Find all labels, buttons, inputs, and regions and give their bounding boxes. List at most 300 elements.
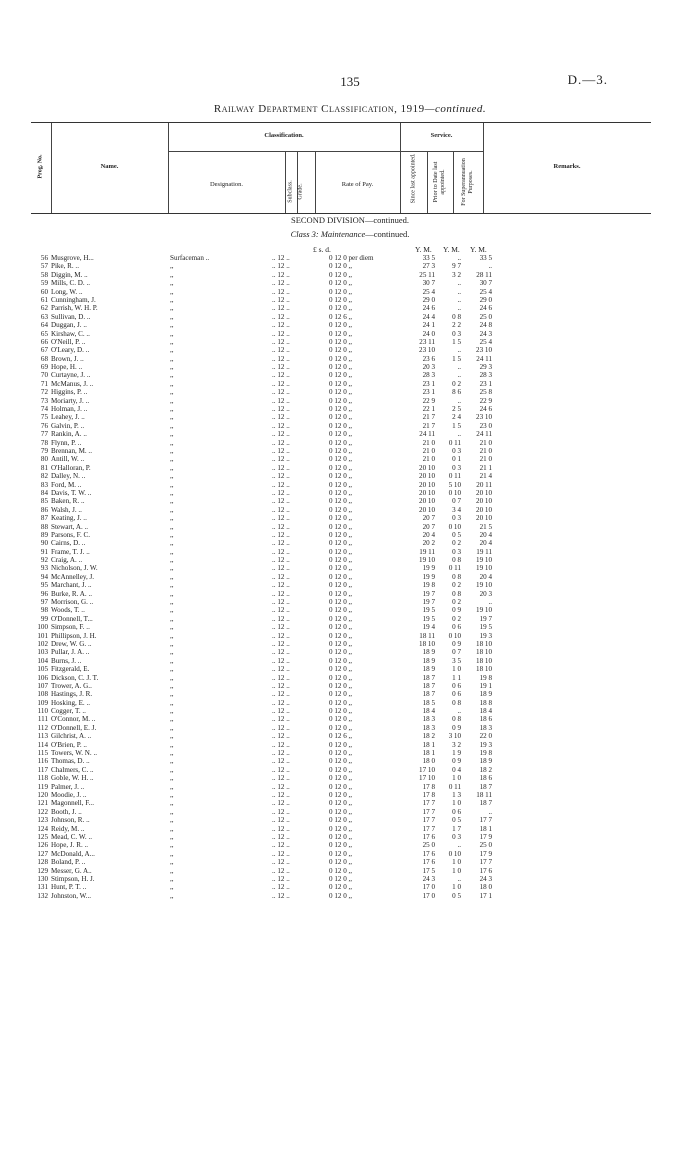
row-since-appointed: 25 0 (422, 841, 435, 850)
row-name: Musgrove, H... (51, 254, 94, 262)
table-row (0, 606, 700, 614)
row-name: Boland, P. .. (51, 858, 86, 867)
row-superannuation: 20 10 (476, 488, 492, 497)
row-prior-service: .. (457, 396, 461, 405)
classification-header: Classification. (264, 132, 304, 139)
row-number: 100 (37, 623, 48, 632)
remarks-header: Remarks. (553, 163, 581, 170)
row-since-appointed: 22 1 (422, 405, 435, 414)
row-designation: ,, (170, 673, 174, 682)
row-grade: .. 12 .. (272, 354, 290, 363)
row-superannuation: 20 3 (479, 589, 492, 598)
row-designation: ,, (170, 446, 174, 455)
row-prior-service: 1 5 (452, 354, 461, 363)
table-row (0, 875, 700, 883)
class-label: Class 3: (290, 229, 319, 239)
row-name: Brennan, M. .. (51, 446, 92, 455)
row-prior-service: .. (457, 371, 461, 380)
division-heading: SECOND DIVISION—continued. (290, 215, 410, 225)
row-superannuation: 19 8 (479, 749, 492, 758)
row-grade: .. 12 .. (272, 572, 290, 581)
row-superannuation: 18 10 (476, 656, 492, 665)
row-rate-of-pay: 0 12 0 per diem (329, 254, 374, 262)
row-superannuation: 24 3 (479, 874, 492, 883)
table-row (0, 783, 700, 791)
row-number: 77 (40, 430, 48, 439)
row-designation: ,, (170, 598, 174, 607)
table-row (0, 774, 700, 782)
row-prior-service: .. (457, 287, 461, 296)
row-number: 67 (40, 346, 48, 355)
row-superannuation: 19 3 (479, 631, 492, 640)
row-prior-service: 0 1 (452, 455, 461, 464)
row-number: 132 (37, 891, 48, 900)
row-grade: .. 12 .. (272, 430, 290, 439)
row-prior-service: 1 0 (452, 883, 461, 892)
table-row (0, 732, 700, 740)
row-number: 111 (37, 715, 48, 724)
table-row (0, 447, 700, 455)
row-prior-service: 1 3 (452, 791, 461, 799)
row-name: Moodie, J. .. (51, 791, 87, 799)
row-number: 106 (37, 673, 48, 682)
row-since-appointed: 17 8 (422, 791, 435, 799)
row-prior-service: 0 3 (452, 329, 461, 338)
row-designation: ,, (170, 681, 174, 690)
row-grade: .. 12 .. (272, 472, 290, 481)
table-row (0, 556, 700, 564)
row-name: Johnson, R. .. (51, 816, 90, 825)
row-grade: .. 12 .. (272, 832, 290, 841)
row-designation: ,, (170, 757, 174, 766)
row-rate-of-pay: 0 12 6 ,, (329, 312, 353, 321)
row-designation: ,, (170, 497, 174, 506)
row-grade: .. 12 .. (272, 421, 290, 430)
row-number: 57 (40, 262, 48, 271)
row-grade: .. 12 .. (272, 287, 290, 296)
row-since-appointed: 19 9 (422, 564, 435, 573)
row-name: Curtayne, J. .. (51, 371, 91, 380)
row-prior-service: 0 3 (452, 446, 461, 455)
row-prior-service: 0 6 (452, 681, 461, 690)
row-since-appointed: 17 5 (422, 866, 435, 875)
table-row (0, 867, 700, 875)
document-reference: D.—3. (567, 72, 608, 87)
row-since-appointed: 22 9 (422, 396, 435, 405)
since-last-header: Since last appointed. (410, 153, 417, 204)
row-since-appointed: 17 0 (422, 891, 435, 900)
row-rate-of-pay: 0 12 0 ,, (329, 337, 353, 346)
row-prior-service: 0 6 (452, 807, 461, 816)
class-heading (0, 229, 700, 239)
table-row (0, 430, 700, 438)
row-designation: ,, (170, 858, 174, 867)
row-designation: ,, (170, 623, 174, 632)
row-rate-of-pay: 0 12 0 ,, (329, 631, 353, 640)
row-number: 71 (40, 379, 48, 388)
row-prior-service: 0 2 (452, 614, 461, 623)
row-superannuation: 18 2 (479, 765, 492, 774)
row-grade: .. 12 .. (272, 874, 290, 883)
row-name: Stewart, A. .. (51, 522, 89, 531)
row-name: Woods, T. .. (51, 606, 85, 615)
row-since-appointed: 18 0 (422, 757, 435, 766)
row-grade: .. 12 .. (272, 740, 290, 749)
row-name: Simpson, F. .. (51, 623, 90, 632)
table-row (0, 288, 700, 296)
row-number: 118 (37, 774, 48, 783)
row-grade: .. 12 .. (272, 723, 290, 732)
row-number: 129 (37, 866, 48, 875)
table-row (0, 271, 700, 279)
row-designation: ,, (170, 648, 174, 657)
row-number: 61 (40, 295, 48, 304)
row-prior-service: 0 9 (452, 606, 461, 615)
row-designation: ,, (170, 295, 174, 304)
row-name: McManus, J. .. (51, 379, 94, 388)
row-name: Trower, A. G.. (51, 681, 92, 690)
currency-header-pay: £ s. d. (313, 245, 331, 254)
row-rate-of-pay: 0 12 0 ,, (329, 858, 353, 867)
row-grade: .. 12 .. (272, 304, 290, 313)
row-superannuation: 20 10 (476, 505, 492, 514)
row-rate-of-pay: 0 12 0 ,, (329, 329, 353, 338)
row-superannuation: 17 7 (479, 816, 492, 825)
row-superannuation: 17 1 (479, 891, 492, 900)
row-superannuation: 19 7 (479, 614, 492, 623)
row-rate-of-pay: 0 12 0 ,, (329, 799, 353, 808)
row-since-appointed: 18 7 (422, 681, 435, 690)
row-designation: ,, (170, 883, 174, 892)
row-since-appointed: 18 3 (422, 715, 435, 724)
row-designation: ,, (170, 723, 174, 732)
table-row (0, 564, 700, 572)
designation-header: Designation. (209, 181, 244, 188)
row-number: 56 (40, 254, 48, 262)
row-designation: ,, (170, 287, 174, 296)
row-superannuation: 25 0 (479, 312, 492, 321)
row-grade: .. 12 .. (272, 606, 290, 615)
row-number: 68 (40, 354, 48, 363)
row-number: 81 (40, 463, 48, 472)
row-prior-service: 0 7 (452, 497, 461, 506)
row-prior-service: 1 0 (452, 858, 461, 867)
row-prior-service: 0 10 (448, 849, 461, 858)
row-grade: .. 12 .. (272, 665, 290, 674)
row-superannuation: 19 10 (476, 606, 492, 615)
row-superannuation: 17 9 (479, 832, 492, 841)
row-designation: ,, (170, 379, 174, 388)
currency-header-since: Y. M. (415, 245, 432, 254)
row-number: 62 (40, 304, 48, 313)
row-name: Cairns, D. .. (51, 539, 86, 548)
row-since-appointed: 19 7 (422, 598, 435, 607)
table-row (0, 481, 700, 489)
row-since-appointed: 24 3 (422, 874, 435, 883)
row-number: 76 (40, 421, 48, 430)
row-rate-of-pay: 0 12 0 ,, (329, 547, 353, 556)
table-row (0, 665, 700, 673)
row-name: Marchant, J. .. (51, 581, 92, 590)
row-designation: ,, (170, 572, 174, 581)
table-row (0, 858, 700, 866)
row-since-appointed: 29 0 (422, 295, 435, 304)
table-row (0, 648, 700, 656)
row-prior-service: 0 3 (452, 832, 461, 841)
table-row (0, 841, 700, 849)
row-designation: ,, (170, 849, 174, 858)
row-rate-of-pay: 0 12 0 ,, (329, 639, 353, 648)
row-rate-of-pay: 0 12 0 ,, (329, 816, 353, 825)
row-grade: .. 12 .. (272, 371, 290, 380)
row-rate-of-pay: 0 12 0 ,, (329, 304, 353, 313)
row-prior-service: .. (457, 254, 461, 262)
row-name: Hope, J. R. .. (51, 841, 89, 850)
row-since-appointed: 18 9 (422, 656, 435, 665)
row-superannuation: 20 4 (479, 530, 492, 539)
row-grade: .. 12 .. (272, 673, 290, 682)
row-grade: .. 12 .. (272, 841, 290, 850)
row-superannuation: 20 11 (476, 480, 492, 489)
row-rate-of-pay: 0 12 6 ,, (329, 732, 353, 741)
row-superannuation: 21 1 (479, 463, 492, 472)
row-superannuation: 23 0 (479, 421, 492, 430)
row-designation: ,, (170, 396, 174, 405)
row-prior-service: 3 2 (452, 270, 461, 279)
row-since-appointed: 24 4 (422, 312, 435, 321)
row-designation: ,, (170, 589, 174, 598)
row-grade: .. 12 .. (272, 312, 290, 321)
row-rate-of-pay: 0 12 0 ,, (329, 757, 353, 766)
row-grade: .. 12 .. (272, 388, 290, 397)
row-prior-service: 0 2 (452, 581, 461, 590)
row-number: 95 (40, 581, 48, 590)
table-row (0, 548, 700, 556)
row-number: 105 (37, 665, 48, 674)
row-designation: ,, (170, 421, 174, 430)
row-prior-service: .. (457, 279, 461, 288)
row-number: 69 (40, 363, 48, 372)
row-designation: ,, (170, 262, 174, 271)
row-name: Johnston, W... (51, 891, 92, 900)
row-prior-service: 0 6 (452, 623, 461, 632)
row-prior-service: 0 2 (452, 539, 461, 548)
row-number: 104 (37, 656, 48, 665)
row-rate-of-pay: 0 12 0 ,, (329, 530, 353, 539)
prior-header: Prior to Date last appointed. (433, 161, 446, 203)
row-grade: .. 12 .. (272, 774, 290, 783)
row-designation: ,, (170, 514, 174, 523)
table-row (0, 321, 700, 329)
table-row (0, 304, 700, 312)
row-number: 80 (40, 455, 48, 464)
row-since-appointed: 19 4 (422, 623, 435, 632)
row-grade: .. 12 .. (272, 337, 290, 346)
row-number: 89 (40, 530, 48, 539)
table-row (0, 464, 700, 472)
table-row (0, 573, 700, 581)
row-designation: ,, (170, 547, 174, 556)
row-designation: ,, (170, 841, 174, 850)
row-name: Duggan, J. .. (51, 321, 87, 330)
row-rate-of-pay: 0 12 0 ,, (329, 421, 353, 430)
row-grade: .. 12 .. (272, 648, 290, 657)
row-prior-service: 3 5 (452, 656, 461, 665)
row-rate-of-pay: 0 12 0 ,, (329, 740, 353, 749)
row-prior-service: 1 0 (452, 774, 461, 783)
table-row (0, 657, 700, 665)
row-name: Cogger, T. .. (51, 707, 86, 716)
row-designation: ,, (170, 321, 174, 330)
row-prior-service: 1 0 (452, 799, 461, 808)
row-since-appointed: 19 9 (422, 572, 435, 581)
row-number: 94 (40, 572, 48, 581)
row-prior-service: 2 5 (452, 405, 461, 414)
row-superannuation: 18 11 (476, 791, 492, 799)
row-superannuation: 18 1 (479, 824, 492, 833)
row-since-appointed: 18 3 (422, 723, 435, 732)
row-grade: .. 12 .. (272, 791, 290, 799)
row-number: 92 (40, 556, 48, 565)
row-superannuation: .. (488, 598, 492, 607)
row-designation: ,, (170, 891, 174, 900)
row-number: 74 (40, 405, 48, 414)
table-row (0, 741, 700, 749)
row-designation: ,, (170, 455, 174, 464)
row-name: Thomas, D. .. (51, 757, 90, 766)
row-name: Hastings, J. R. (51, 690, 93, 699)
row-rate-of-pay: 0 12 0 ,, (329, 807, 353, 816)
row-superannuation: 21 0 (479, 455, 492, 464)
row-name: Flynn, P. .. (51, 438, 82, 447)
row-grade: .. 12 .. (272, 379, 290, 388)
row-prior-service: 2 4 (452, 413, 461, 422)
row-name: Chalmers, C. .. (51, 765, 94, 774)
table-row (0, 380, 700, 388)
table-row (0, 497, 700, 505)
row-name: Gilchrist, A. .. (51, 732, 92, 741)
row-grade: .. 12 .. (272, 514, 290, 523)
row-since-appointed: 18 4 (422, 707, 435, 716)
service-header: Service. (430, 132, 453, 139)
table-row (0, 472, 700, 480)
row-number: 84 (40, 488, 48, 497)
row-designation: ,, (170, 740, 174, 749)
row-since-appointed: 19 8 (422, 581, 435, 590)
row-prior-service: .. (457, 430, 461, 439)
row-prior-service: 2 2 (452, 321, 461, 330)
row-prior-service: .. (457, 841, 461, 850)
table-row (0, 825, 700, 833)
row-grade: .. 12 .. (272, 782, 290, 791)
row-since-appointed: 19 5 (422, 606, 435, 615)
row-rate-of-pay: 0 12 0 ,, (329, 379, 353, 388)
row-rate-of-pay: 0 12 0 ,, (329, 539, 353, 548)
row-superannuation: 23 1 (479, 379, 492, 388)
row-since-appointed: 20 7 (422, 514, 435, 523)
row-since-appointed: 33 5 (422, 254, 435, 262)
row-designation: ,, (170, 581, 174, 590)
row-rate-of-pay: 0 12 0 ,, (329, 707, 353, 716)
row-superannuation: 23 10 (476, 413, 492, 422)
row-number: 90 (40, 539, 48, 548)
row-designation: ,, (170, 346, 174, 355)
row-number: 72 (40, 388, 48, 397)
row-number: 83 (40, 480, 48, 489)
row-since-appointed: 18 9 (422, 648, 435, 657)
row-superannuation: 19 1 (479, 681, 492, 690)
row-name: Goble, W. H. .. (51, 774, 94, 783)
row-since-appointed: 19 10 (419, 556, 435, 565)
row-name: Parrish, W. H. P. (51, 304, 98, 313)
row-number: 103 (37, 648, 48, 657)
row-designation: ,, (170, 413, 174, 422)
row-prior-service: 3 2 (452, 740, 461, 749)
row-rate-of-pay: 0 12 0 ,, (329, 673, 353, 682)
row-grade: .. 12 .. (272, 446, 290, 455)
row-prior-service: 0 11 (448, 782, 461, 791)
rate-header: Rate of Pay. (341, 181, 374, 188)
row-superannuation: 19 10 (476, 581, 492, 590)
row-name: Keating, J. .. (51, 514, 87, 523)
superannuation-header: For Superannuation Purposes. (461, 158, 474, 206)
row-designation: ,, (170, 463, 174, 472)
row-name: Messer, G. A.. (51, 866, 92, 875)
row-designation: ,, (170, 505, 174, 514)
row-designation: ,, (170, 656, 174, 665)
row-grade: .. 12 .. (272, 270, 290, 279)
row-grade: .. 12 .. (272, 522, 290, 531)
row-designation: ,, (170, 606, 174, 615)
row-rate-of-pay: 0 12 0 ,, (329, 690, 353, 699)
row-designation: ,, (170, 354, 174, 363)
row-superannuation: 24 11 (476, 430, 492, 439)
row-designation: ,, (170, 388, 174, 397)
row-rate-of-pay: 0 12 0 ,, (329, 883, 353, 892)
row-number: 120 (37, 791, 48, 799)
row-prior-service: .. (457, 346, 461, 355)
row-since-appointed: 18 10 (419, 639, 435, 648)
row-number: 66 (40, 337, 48, 346)
row-superannuation: 19 10 (476, 556, 492, 565)
row-superannuation: 25 4 (479, 337, 492, 346)
row-name: O'Neill, P. .. (51, 337, 86, 346)
row-since-appointed: 19 5 (422, 614, 435, 623)
row-rate-of-pay: 0 12 0 ,, (329, 656, 353, 665)
row-rate-of-pay: 0 12 0 ,, (329, 405, 353, 414)
row-grade: .. 12 .. (272, 891, 290, 900)
row-prior-service: 3 4 (452, 505, 461, 514)
row-name: Pike, R. .. (51, 262, 79, 271)
row-grade: .. 12 .. (272, 623, 290, 632)
table-row (0, 674, 700, 682)
row-number: 64 (40, 321, 48, 330)
row-designation: ,, (170, 707, 174, 716)
row-designation: ,, (170, 749, 174, 758)
row-since-appointed: 17 7 (422, 799, 435, 808)
row-rate-of-pay: 0 12 0 ,, (329, 262, 353, 271)
row-rate-of-pay: 0 12 0 ,, (329, 438, 353, 447)
row-rate-of-pay: 0 12 0 ,, (329, 446, 353, 455)
table-row (0, 699, 700, 707)
row-rate-of-pay: 0 12 0 ,, (329, 270, 353, 279)
row-designation: ,, (170, 866, 174, 875)
row-number: 93 (40, 564, 48, 573)
row-rate-of-pay: 0 12 0 ,, (329, 354, 353, 363)
row-name: Burns, J. .. (51, 656, 82, 665)
row-prior-service: 0 8 (452, 589, 461, 598)
row-prior-service: 0 5 (452, 816, 461, 825)
